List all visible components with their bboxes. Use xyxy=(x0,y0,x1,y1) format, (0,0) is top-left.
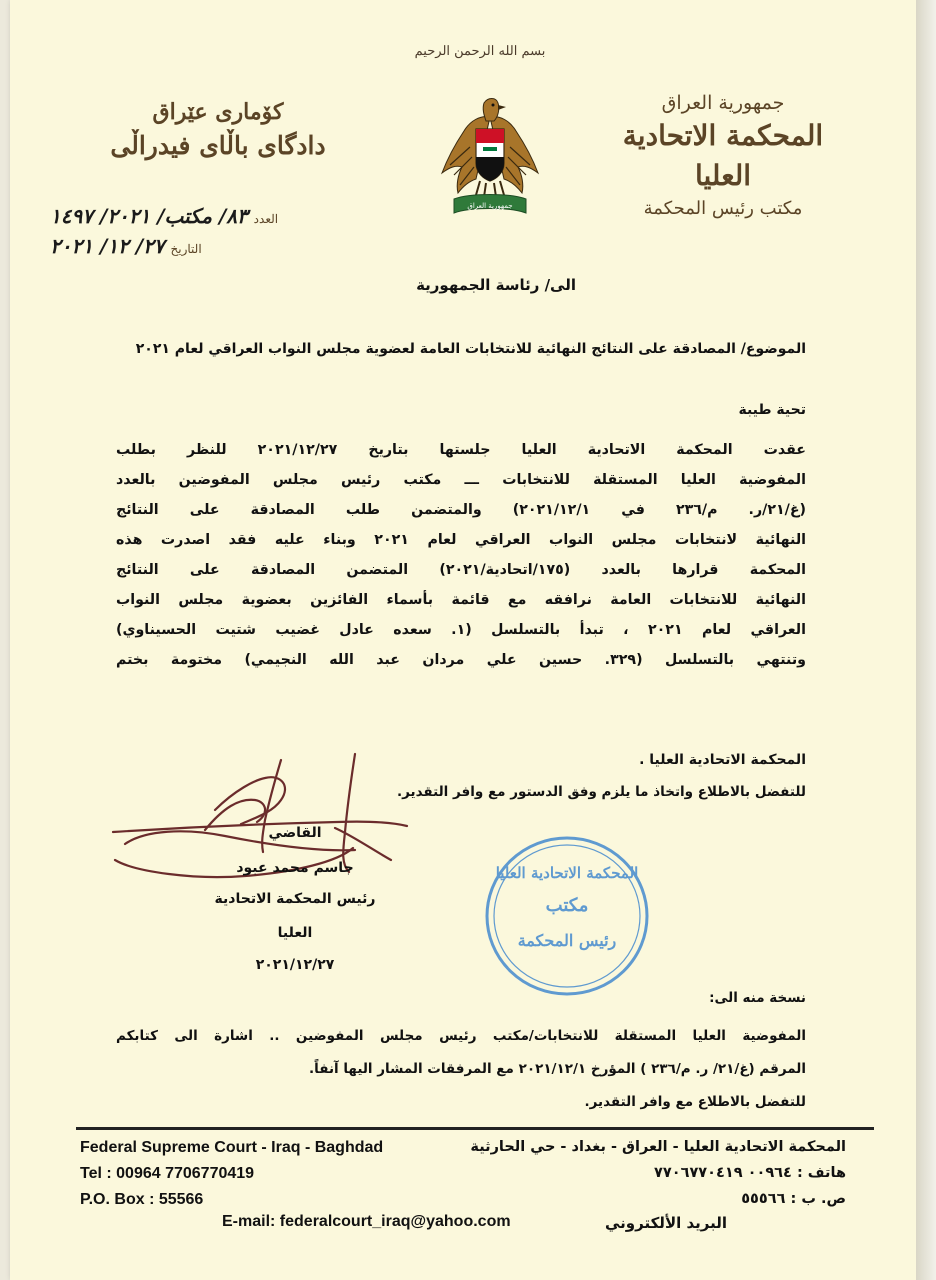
subject-line: الموضوع/ المصادقة على النتائج النهائية للانتخابات العامة لعضوية مجلس النواب العراقي لعام ٢٠٢١ xyxy=(135,341,806,357)
signatory-block xyxy=(200,820,390,980)
copy-to-label: نسخة منه الى: xyxy=(709,990,806,1006)
basmala: بسم الله الرحمن الرحيم xyxy=(414,44,546,59)
letterhead-court: المحكمة الاتحادية العليا xyxy=(622,119,824,192)
footer-pobox-ar: ص. ب : ٥٥٥٦٦ xyxy=(741,1191,846,1207)
addressee: الى/ رئاسة الجمهورية xyxy=(416,276,576,294)
letterhead-office: مكتب رئيس المحكمة xyxy=(643,198,803,219)
signatory-date: ٢٠٢١/١٢/٢٧ xyxy=(255,957,335,973)
body-line: عقدت المحكمة الاتحادية العليا جلستها بتاريخ ٢٠٢١/١٢/٢٧ للنظر بطلب xyxy=(116,442,806,458)
arabic-letterhead xyxy=(598,90,848,222)
letter-page xyxy=(10,0,916,1280)
kurdish-letterhead xyxy=(88,96,348,164)
closing-line: للتفضل بالاطلاع واتخاذ ما يلزم وفق الدستور مع وافر التقدير. xyxy=(396,784,806,800)
body-last-line: المحكمة الاتحادية العليا . xyxy=(639,752,806,768)
reference-block xyxy=(50,204,290,264)
letterhead-country-kurdish: كۆماری عێراق xyxy=(152,99,284,125)
reference-date-label: التاريخ xyxy=(170,242,202,256)
iraq-emblem-icon xyxy=(440,95,540,230)
letter-body xyxy=(116,435,806,675)
stamp-line: مكتب xyxy=(545,895,589,916)
copy-to-closing: للتفضل بالاطلاع مع وافر التقدير. xyxy=(584,1094,806,1110)
body-line: وتنتهي بالتسلسل (٣٢٩. حسين علي مردان عبد الله النجيمي) مختومة بختم xyxy=(116,652,806,668)
footer-email[interactable]: E-mail: federalcourt_iraq@yahoo.com xyxy=(222,1213,511,1230)
office-stamp-text xyxy=(482,858,652,958)
greeting: تحية طيبة xyxy=(738,402,806,418)
body-line: العراقي لعام ٢٠٢١ ، تبدأ بالتسلسل (١. سعده عادل غضيب شتيت الحسيناوي) xyxy=(116,622,806,638)
body-line: المفوضية العليا المستقلة للانتخابات ـــ مكتب رئيس مجلس المفوضين بالعدد xyxy=(116,472,806,488)
signatory-name: جاسم محمد عبود xyxy=(236,860,354,876)
footer-court-ar: المحكمة الاتحادية العليا - العراق - بغداد - حي الحارثية xyxy=(470,1139,846,1155)
page-edge-shadow xyxy=(916,0,936,1280)
copy-to-line: المفوضية العليا المستقلة للانتخابات/مكتب رئيس مجلس المفوضين .. اشارة الى كتابكم xyxy=(116,1028,806,1044)
footer-divider xyxy=(76,1127,874,1130)
body-line: المحكمة قرارها بالعدد (١٧٥/اتحادية/٢٠٢١) المتضمن المصادقة على النتائج xyxy=(116,562,806,578)
body-line: النهائية لانتخابات مجلس النواب العراقي لعام ٢٠٢١ وبناء عليه فقد اصدرت هذه xyxy=(116,532,806,548)
reference-number-row xyxy=(50,204,290,234)
reference-date-row xyxy=(50,234,290,264)
stamp-line: رئيس المحكمة xyxy=(517,931,617,950)
reference-number-value: ٨٣/ مكتب/ ٢٠٢١/ ١٤٩٧ xyxy=(50,204,248,228)
reference-number-label: العدد xyxy=(253,212,279,226)
letterhead-country: جمهورية العراق xyxy=(661,92,785,114)
copy-to-line: المرقم (غ/٢١/ ر. م/٢٣٦ ) المؤرخ ٢٠٢١/١٢/١ مع المرفقات المشار اليها آنفاً. xyxy=(309,1061,806,1077)
footer-email-ar-label: البريد الألكتروني xyxy=(605,1214,727,1232)
footer-tel-en: Tel : 00964 7706770419 xyxy=(80,1165,255,1182)
stamp-line: المحكمة الاتحادية العليا xyxy=(495,864,639,882)
emblem-caption: جمهورية العراق xyxy=(467,202,513,210)
footer-tel-ar: هاتف : ٠٠٩٦٤ ٧٧٠٦٧٧٠٤١٩ xyxy=(654,1165,846,1181)
footer-pobox-en: P.O. Box : 55566 xyxy=(80,1191,204,1208)
body-line: النهائية للانتخابات العامة نرافقه مع قائمة بأسماء الفائزين بعضوية مجلس النواب xyxy=(116,592,806,608)
copy-to-body xyxy=(116,1020,806,1086)
letterhead-court-kurdish: دادگای باڵای فیدراڵی xyxy=(110,131,326,160)
signatory-title: القاضي xyxy=(268,825,322,841)
signatory-position: رئيس المحكمة الاتحادية العليا xyxy=(214,891,376,941)
body-line: (غ/٢١/ر. م/٢٣٦ في ٢٠٢١/١٢/١) والمتضمن طلب المصادقة على النتائج xyxy=(116,502,806,518)
reference-date-value: ٢٧/ ١٢/ ٢٠٢١ xyxy=(50,234,165,258)
footer-court-en: Federal Supreme Court - Iraq - Baghdad xyxy=(80,1139,384,1156)
